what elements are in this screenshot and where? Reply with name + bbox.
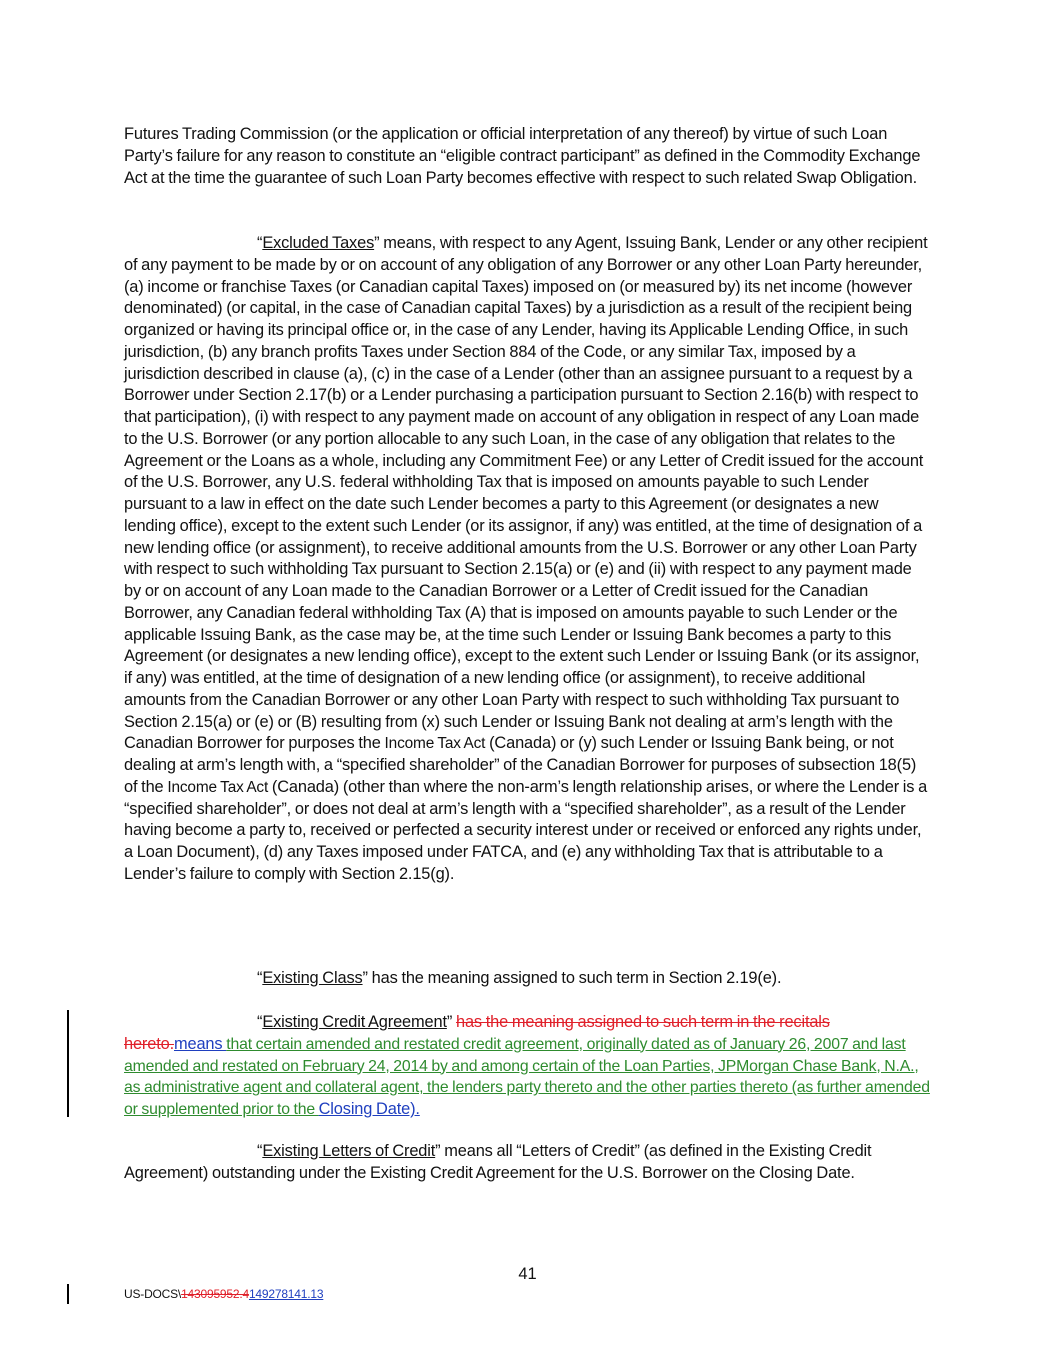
- close-quote: ”: [446, 1013, 456, 1031]
- defined-term: Existing Class: [262, 969, 363, 987]
- paragraph-futures-trading: [124, 124, 930, 189]
- paragraph-text: Futures Trading Commission (or the application or official interpretation of any thereof) by virtue of such Loan Party’s failure for any reason to constitute an “eligible contract participant” as defined in the Commodity Exchange Act at the time the guarantee of such Loan Party becomes effective with respect to such related Swap Obligation.: [124, 125, 921, 187]
- act-title: Income Tax Act: [167, 778, 269, 796]
- defined-term: Existing Letters of Credit: [262, 1142, 436, 1160]
- indent: [124, 1013, 257, 1031]
- inserted-text: Closing Date).: [318, 1100, 420, 1118]
- inserted-text: that certain amended and restated credit agreement, originally dated as of January 26, 2007 and last amended and restated on February 24, 2014 by and among certain of the Loan Parties, JPMorgan Chase Bank, N.A., as administrative agent and collateral agent, the lenders party thereto and the other parties thereto (as further amended or supplemented prior to the: [124, 1035, 930, 1118]
- indent: [124, 1142, 257, 1160]
- definition-text: ” means, with respect to any Agent, Issuing Bank, Lender or any other recipient of any payment to be made by or on account of any obligation of any Borrower or any other Loan Party hereunder, (a) income or franchise Taxes (or Canadian capital Taxes) imposed on (or measured by) its net income (however denominated) (or capital, in the case of Canadian capital Taxes) by a jurisdiction as a result of the recipient being organized or having its principal office or, in the case of any Lender, having its Applicable Lending Office, in such jurisdiction, (b) any branch profits Taxes under Section 884 of the Code, or any similar Tax, imposed by a jurisdiction described in clause (a), (c) in the case of a Lender (other than an assignee pursuant to a request by a Borrower under Section 2.17(b) or a Lender purchasing a participation pursuant to Section 2.16(b) with respect to that participation), (i) with respect to any payment made on account of any obligation in respect of any Loan made to the U.S. Borrower (or any portion allocable to any such Loan, in the case of any obligation that relates to the Agreement or the Loans as a whole, including any Commitment Fee) or any Letter of Credit issued for the account of the U.S. Borrower, any U.S. federal withholding Tax that is imposed on amounts payable to such Lender pursuant to a law in effect on the date such Lender becomes a party to this Agreement (or designates a new lending office), except to the extent such Lender (or its assignor, if any) was entitled, at the time of designation of a new lending office (or assignment), to receive additional amounts from the U.S. Borrower or any other Loan Party with respect to such withholding Tax pursuant to Section 2.15(a) or (e) and (ii) with respect to any payment made by or on account of any Loan made to the Canadian Borrower or a Letter of Credit issued for the Canadian Borrower, any Canadian federal withholding Tax (A) that is imposed on amounts payable to such Lender or the applicable Issuing Bank, as the case may be, at the time such Lender or Issuing Bank becomes a party to this Agreement (or designates a new lending office), except to the extent such Lender or Issuing Bank (or its assignor, if any) was entitled, at the time of designation of a new lending office (or assignment), to receive additional amounts from the Canadian Borrower or any other Loan Party with respect to such withholding Tax pursuant to Section 2.15(a) or (e) or (B) resulting from (x) such Lender or Issuing Bank not dealing at arm’s length with the Canadian Borrower for purposes the: [124, 234, 928, 753]
- act-title: Income Tax Act: [384, 735, 486, 753]
- inserted-doc-id: 149278141.13: [248, 1287, 324, 1301]
- definition-text: ” means all “Letters of Credit” (as defined in the Existing Credit Agreement) outstanding under the Existing Credit Agreement for the U.S. Borrower on the Closing Date.: [124, 1142, 872, 1182]
- change-bar: [67, 1010, 69, 1117]
- open-quote: “: [257, 1142, 263, 1160]
- open-quote: “: [257, 1013, 263, 1031]
- definition-text: (Canada) (other than where the non-arm’s length relationship arises, or where the Lender is a “specified shareholder”, or does not deal at arm’s length with a “specified shareholder”, as a result of the Lender having become a party to, received or perfected a security interest under or received or enforced any rights under, a Loan Document), (d) any Taxes imposed under FATCA, and (e) any withholding Tax that is attributable to a Lender’s failure to comply with Section 2.15(g).: [124, 777, 928, 883]
- document-id-footer: [124, 1287, 323, 1301]
- page-number: 41: [518, 1265, 537, 1283]
- open-quote: “: [257, 969, 263, 987]
- inserted-text: means: [173, 1034, 227, 1053]
- definition-text: (Canada) or (y) such Lender or Issuing Bank being, or not dealing at arm’s length with, a “specified shareholder” of the Canadian Borrower for purposes of subsection 18(5) of the: [124, 734, 917, 796]
- footer-prefix: US-DOCS\: [124, 1287, 182, 1301]
- open-quote: “: [257, 234, 263, 252]
- defined-term: Existing Credit Agreement: [262, 1013, 447, 1031]
- indent: [124, 234, 257, 252]
- change-bar: [67, 1284, 69, 1304]
- definition-text: ” has the meaning assigned to such term in Section 2.19(e).: [362, 969, 782, 987]
- deleted-doc-id: 143095952.4: [181, 1287, 249, 1301]
- definition-excluded-taxes: [124, 233, 930, 886]
- defined-term: Excluded Taxes: [262, 234, 375, 252]
- definition-existing-credit-agreement: [124, 1012, 930, 1121]
- indent: [124, 969, 257, 987]
- definition-existing-class: [124, 968, 930, 990]
- definition-existing-letters-of-credit: [124, 1141, 930, 1185]
- deleted-text: has the meaning assigned to such term in the recitals hereto.: [124, 1013, 830, 1053]
